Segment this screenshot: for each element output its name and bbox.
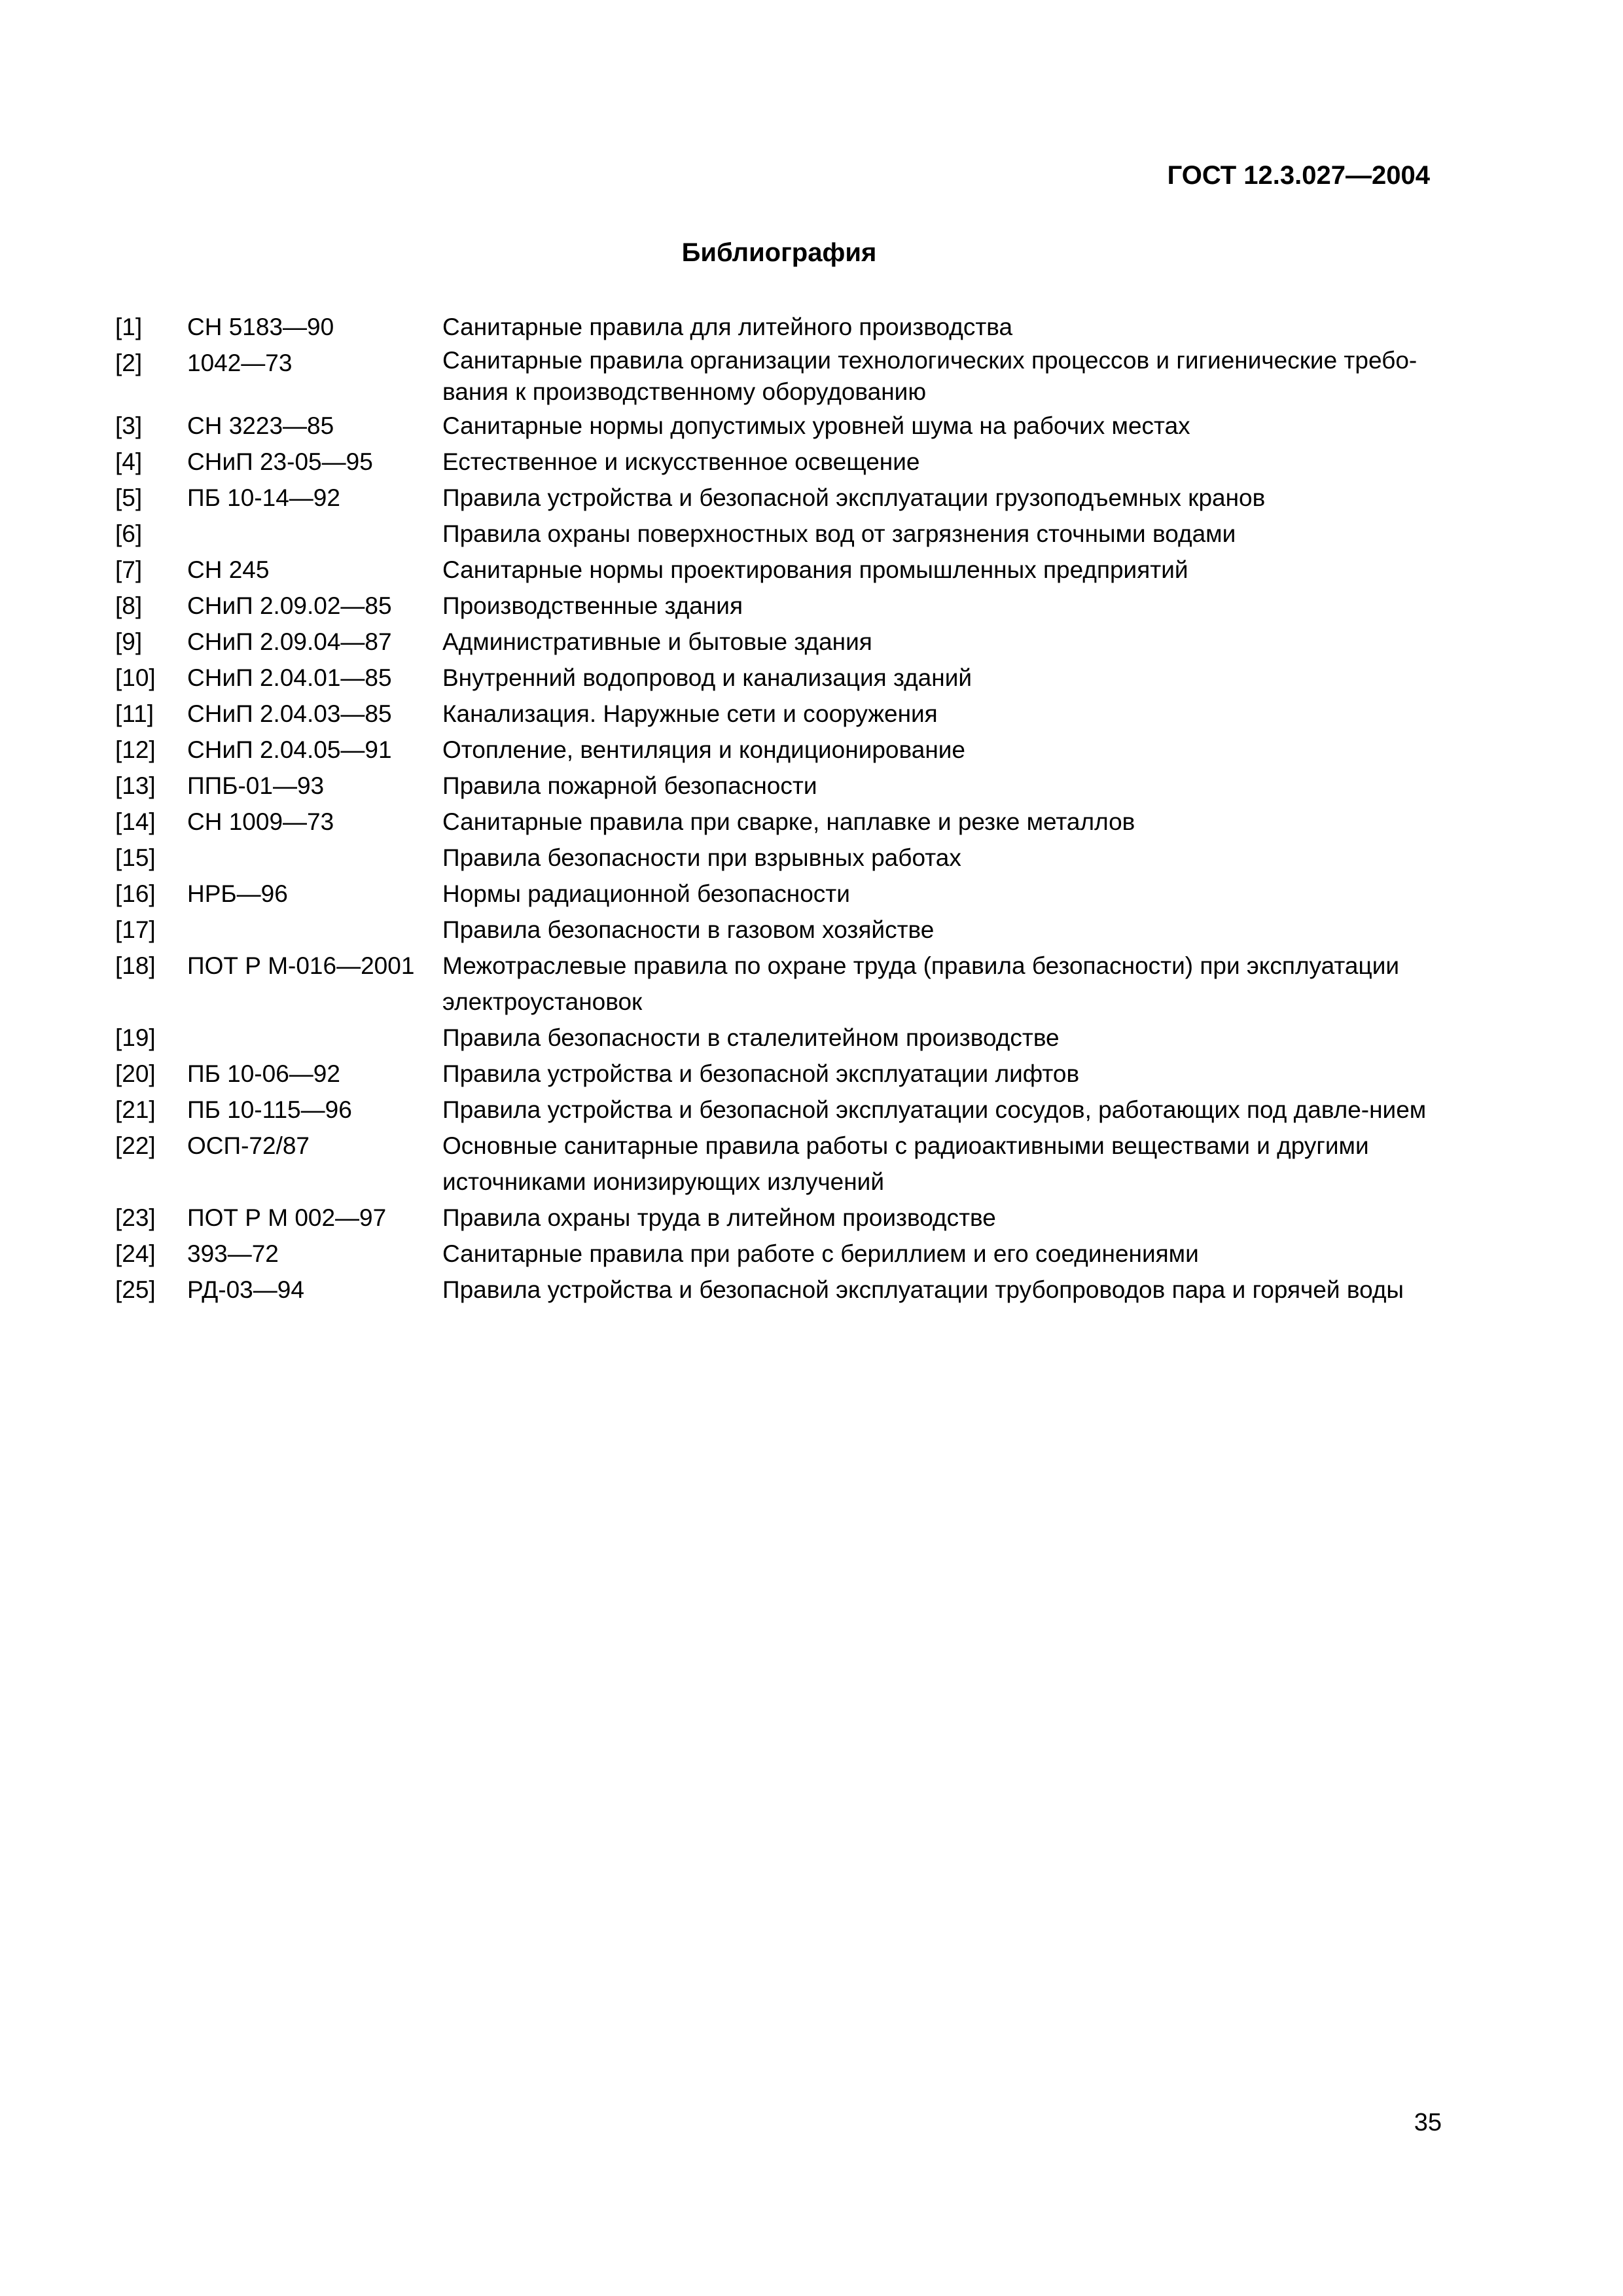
bibliography-entry-8 [115,588,1444,624]
bibliography-entry-2 [115,345,1444,408]
bibliography-entry-16 [115,876,1444,912]
entry-number: [5] [115,484,143,511]
entry-code: ОСП-72/87 [187,1132,310,1159]
entry-title: Правила устройства и безопасной эксплуатации сосудов, работающих под давле-нием [442,1096,1427,1123]
bibliography-entry-13 [115,768,1444,804]
bibliography-entry-14 [115,804,1444,840]
entry-number: [4] [115,448,143,475]
entry-title: Правила пожарной безопасности [442,772,817,799]
entry-title: Санитарные нормы допустимых уровней шума на рабочих местах [442,412,1190,439]
bibliography-entry-25 [115,1272,1444,1308]
entry-number: [3] [115,412,143,439]
entry-title: Нормы радиационной безопасности [442,880,850,907]
entry-code: СН 3223—85 [187,412,334,439]
entry-number: [20] [115,1060,156,1087]
page-title: Библиография [681,238,877,267]
bibliography-entry-23 [115,1200,1444,1236]
entry-number: [13] [115,772,156,799]
entry-title: Административные и бытовые здания [442,628,872,655]
entry-title: Основные санитарные правила работы с радиоактивными веществами и другими источниками ионизирующих излучений [442,1132,1369,1195]
entry-title: Правила устройства и безопасной эксплуатации грузоподъемных кранов [442,484,1266,511]
bibliography-entry-21 [115,1092,1444,1128]
bibliography-entry-4 [115,444,1444,480]
entry-number: [2] [115,350,143,376]
entry-code: ПОТ Р М 002—97 [187,1204,387,1231]
bibliography-entry-18 [115,948,1444,1020]
entry-number: [9] [115,628,143,655]
entry-title: Правила устройства и безопасной эксплуатации трубопроводов пара и горячей воды [442,1276,1404,1303]
entry-code: СНиП 23-05—95 [187,448,373,475]
bibliography-entry-1 [115,309,1444,345]
entry-title: Правила охраны поверхностных вод от загрязнения сточными водами [442,520,1236,547]
bibliography-list [115,309,1444,1308]
entry-number: [21] [115,1096,156,1123]
entry-code: СНиП 2.04.01—85 [187,664,392,691]
entry-number: [22] [115,1132,156,1159]
bibliography-entry-12 [115,732,1444,768]
entry-title: Правила безопасности в сталелитейном производстве [442,1024,1060,1051]
bibliography-entry-11 [115,696,1444,732]
entry-title: Санитарные правила при работе с бериллием и его соединениями [442,1240,1199,1267]
entry-code: ПБ 10-06—92 [187,1060,340,1087]
bibliography-entry-7 [115,552,1444,588]
entry-title: Санитарные правила при сварке, наплавке и резке металлов [442,808,1135,835]
entry-code: СНиП 2.04.05—91 [187,736,392,763]
entry-number: [12] [115,736,156,763]
entry-number: [7] [115,556,143,583]
entry-title: Межотраслевые правила по охране труда (правила безопасности) при эксплуатации электроустановок [442,952,1400,1015]
bibliography-entry-15 [115,840,1444,876]
entry-code: СН 245 [187,556,270,583]
entry-title: Канализация. Наружные сети и сооружения [442,700,938,727]
entry-title: Производственные здания [442,592,743,619]
page-number: 35 [1414,2109,1442,2136]
entry-number: [25] [115,1276,156,1303]
entry-code: ПБ 10-115—96 [187,1096,352,1123]
entry-code: СНиП 2.09.02—85 [187,592,392,619]
entry-code: СН 1009—73 [187,808,334,835]
entry-title: Естественное и искусственное освещение [442,448,920,475]
bibliography-entry-9 [115,624,1444,660]
entry-title: Правила охраны труда в литейном производстве [442,1204,996,1231]
entry-code: ПБ 10-14—92 [187,484,340,511]
entry-title: Правила безопасности при взрывных работах [442,844,961,871]
entry-number: [23] [115,1204,156,1231]
entry-code: НРБ—96 [187,880,288,907]
entry-title: Санитарные нормы проектирования промышленных предприятий [442,556,1188,583]
entry-title: Санитарные правила для литейного производства [442,314,1013,340]
entry-code: ПОТ Р М-016—2001 [187,952,415,979]
bibliography-entry-22 [115,1128,1444,1200]
entry-number: [14] [115,808,156,835]
entry-number: [18] [115,952,156,979]
bibliography-entry-20 [115,1056,1444,1092]
bibliography-entry-24 [115,1236,1444,1272]
entry-number: [15] [115,844,156,871]
entry-code: 393—72 [187,1240,279,1267]
bibliography-entry-5 [115,480,1444,516]
entry-number: [8] [115,592,143,619]
entry-title: Правила безопасности в газовом хозяйстве [442,916,935,943]
entry-title: Внутренний водопровод и канализация зданий [442,664,972,691]
entry-code: СН 5183—90 [187,314,334,340]
bibliography-entry-3 [115,408,1444,444]
document-code: ГОСТ 12.3.027—2004 [1167,161,1430,190]
bibliography-entry-10 [115,660,1444,696]
entry-code: СНиП 2.09.04—87 [187,628,392,655]
entry-code: РД-03—94 [187,1276,304,1303]
entry-title: Санитарные правила организации технологических процессов и гигиенические требо-вания к производственному оборудованию [442,347,1418,405]
entry-code: 1042—73 [187,350,293,376]
entry-number: [24] [115,1240,156,1267]
entry-number: [6] [115,520,143,547]
entry-title: Отопление, вентиляция и кондиционирование [442,736,966,763]
entry-number: [11] [115,700,154,727]
bibliography-entry-17 [115,912,1444,948]
entry-code: ППБ-01—93 [187,772,325,799]
entry-number: [10] [115,664,156,691]
bibliography-entry-6 [115,516,1444,552]
entry-number: [17] [115,916,156,943]
entry-title: Правила устройства и безопасной эксплуатации лифтов [442,1060,1080,1087]
entry-number: [1] [115,314,143,340]
entry-code: СНиП 2.04.03—85 [187,700,392,727]
entry-number: [16] [115,880,156,907]
bibliography-entry-19 [115,1020,1444,1056]
entry-number: [19] [115,1024,156,1051]
